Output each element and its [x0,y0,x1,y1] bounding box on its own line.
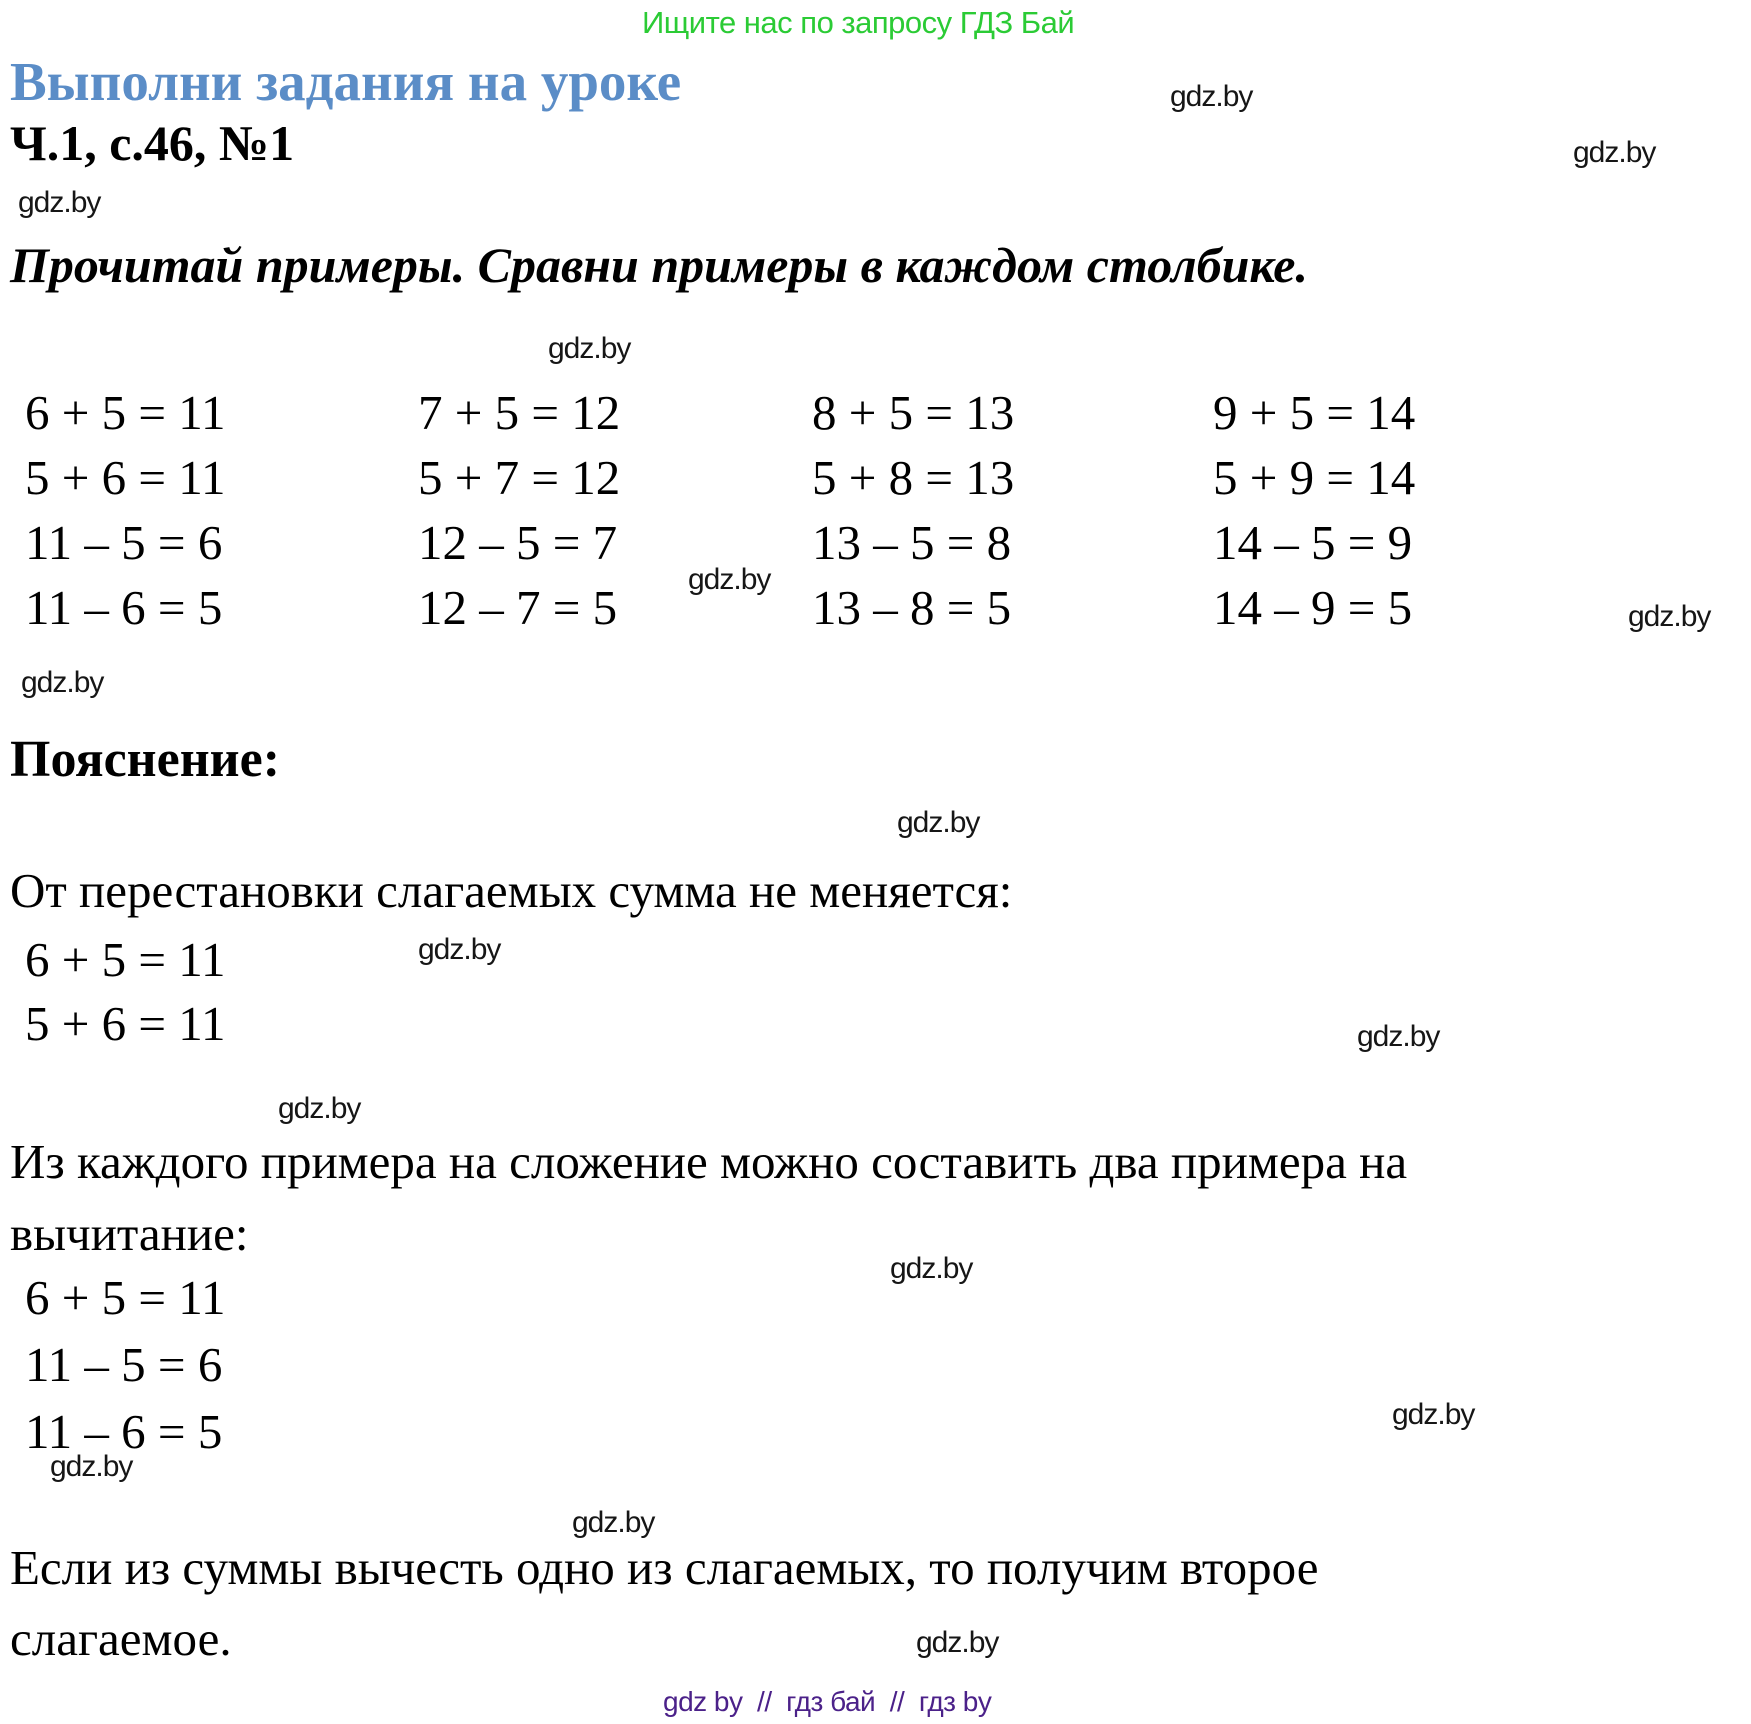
example-expression: 11 – 5 = 6 [25,1337,223,1392]
task-instruction: Прочитай примеры. Сравни примеры в каждом столбике. [10,237,1308,293]
math-expression: 5 + 7 = 12 [418,450,621,505]
math-expression: 8 + 5 = 13 [812,385,1015,440]
examples-column-4 [1213,380,1415,640]
gdz-watermark: gdz.by [1392,1398,1475,1431]
gdz-watermark: gdz.by [1357,1020,1440,1053]
example-expression: 6 + 5 = 11 [25,932,226,987]
examples-column-3 [812,380,1014,640]
math-expression: 12 – 5 = 7 [418,515,618,570]
rule-text-line: Из каждого примера на сложение можно составить два примера на [10,1134,1408,1189]
rule-commutative-text: От перестановки слагаемых сумма не меняется: [10,863,1013,918]
math-expression: 13 – 5 = 8 [812,515,1012,570]
gdz-watermark: gdz.by [21,666,104,699]
gdz-watermark: gdz.by [418,933,501,966]
math-expression: 14 – 9 = 5 [1213,580,1413,635]
examples-column-2 [418,380,620,640]
gdz-watermark: gdz.by [18,186,101,219]
gdz-watermark: gdz.by [890,1252,973,1285]
math-expression: 5 + 9 = 14 [1213,450,1416,505]
example-expression: 11 – 6 = 5 [25,1404,223,1459]
gdz-watermark: gdz.by [50,1450,133,1483]
math-expression: 14 – 5 = 9 [1213,515,1413,570]
math-expression: 6 + 5 = 11 [25,385,226,440]
explanation-heading: Пояснение: [10,731,281,788]
gdz-watermark: gdz.by [1170,80,1253,113]
gdz-watermark: gdz.by [278,1092,361,1125]
rule-text-line: Если из суммы вычесть одно из слагаемых, то получим второе [10,1540,1319,1595]
page-title: Выполни задания на уроке [10,51,682,112]
site-notice: Ищите нас по запросу ГДЗ Бай [642,5,1075,40]
examples-column-1 [25,380,225,640]
math-expression: 11 – 6 = 5 [25,580,223,635]
gdz-watermark: gdz.by [688,563,771,596]
math-expression: 11 – 5 = 6 [25,515,223,570]
gdz-watermark: gdz.by [1628,600,1711,633]
gdz-watermark: gdz.by [1573,136,1656,169]
rule-two-subtractions-text [10,1126,1407,1270]
rule-subtract-addend-text [10,1532,1319,1674]
rule-commutative-examples [25,928,225,1056]
rule-two-subtractions-examples [25,1264,225,1465]
example-expression: 5 + 6 = 11 [25,996,226,1051]
math-expression: 7 + 5 = 12 [418,385,621,440]
gdz-watermark: gdz.by [572,1506,655,1539]
math-expression: 9 + 5 = 14 [1213,385,1416,440]
gdz-watermark: gdz.by [548,332,631,365]
math-expression: 13 – 8 = 5 [812,580,1012,635]
gdz-watermark: gdz.by [916,1626,999,1659]
footer-links: gdz by // гдз бай // гдз by [663,1686,992,1717]
rule-text-line: слагаемое. [10,1611,232,1666]
example-expression: 6 + 5 = 11 [25,1270,226,1325]
math-expression: 5 + 6 = 11 [25,450,226,505]
math-expression: 12 – 7 = 5 [418,580,618,635]
rule-text-line: вычитание: [10,1206,249,1261]
gdz-watermark: gdz.by [897,806,980,839]
task-reference: Ч.1, с.46, №1 [10,115,295,171]
math-expression: 5 + 8 = 13 [812,450,1015,505]
